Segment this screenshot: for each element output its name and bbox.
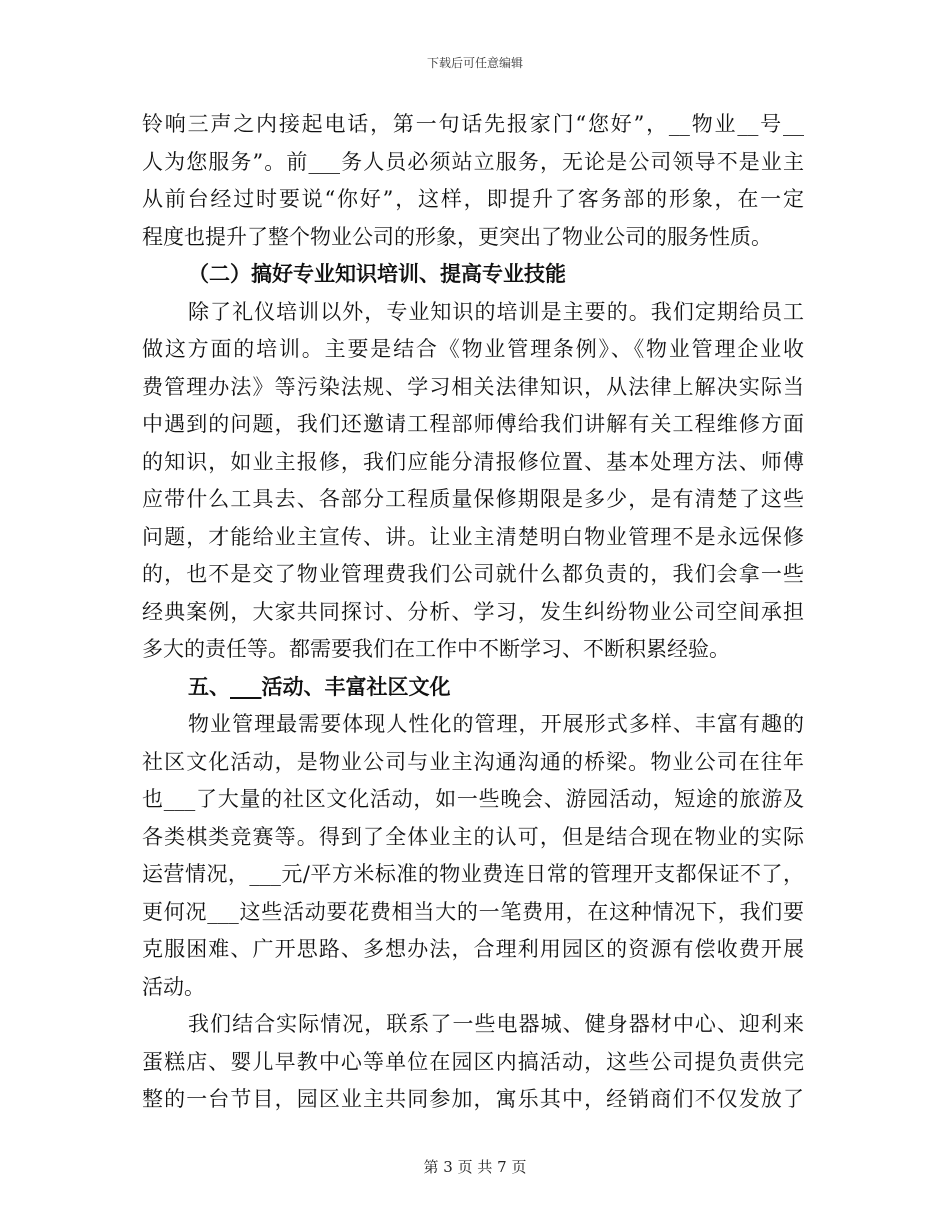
text-line: 人为您服务”。前___务人员必须站立服务，无论是公司领导不是业主: [142, 149, 804, 174]
text-line: 应带什么工具去、各部分工程质量保修期限是多少，是有清楚了这些: [142, 487, 804, 511]
text-line: 我们结合实际情况，联系了一些电器城、健身器材中心、迎利来: [188, 1012, 804, 1036]
page-header: 下载后可任意编辑: [426, 56, 523, 70]
text-line: 的，也不是交了物业管理费我们公司就什么都负责的，我们会拿一些: [142, 562, 804, 586]
text-line: 程度也提升了整个物业公司的形象，更突出了物业公司的服务性质。: [142, 224, 772, 249]
text-line: 物业管理最需要体现人性化的管理，开展形式多样、丰富有趣的: [188, 712, 804, 736]
section-heading: （二）搞好专业知识培训、提高专业技能: [188, 262, 566, 286]
text-line: 各类棋类竞赛等。得到了全体业主的认可，但是结合现在物业的实际: [142, 824, 804, 849]
text-line: 做这方面的培训。主要是结合《物业管理条例》、《物业管理企业收: [142, 337, 804, 361]
text-line: 整的一台节目，园区业主共同参加，寓乐其中，经销商们不仅发放了: [142, 1087, 804, 1111]
text-line: 铃响三声之内接起电话，第一句话先报家门“您好”，__物业__号__: [142, 112, 804, 136]
text-line: 活动。: [142, 974, 205, 999]
text-line: 经典案例，大家共同探讨、分析、学习，发生纠纷物业公司空间承担: [142, 599, 804, 624]
text-line: 问题，才能给业主宣传、讲。让业主清楚明白物业管理不是永远保修: [142, 524, 804, 549]
document-body: [142, 106, 804, 1119]
page-footer: 第 3 页 共 7 页: [423, 1158, 527, 1176]
text-line: 的知识，如业主报修，我们应能分清报修位置、基本处理方法、师傅: [142, 449, 804, 474]
text-line: 克服困难、广开思路、多想办法，合理利用园区的资源有偿收费开展: [142, 937, 804, 961]
text-line: 更何况___这些活动要花费相当大的一笔费用，在这种情况下，我们要: [142, 899, 804, 924]
text-line: 中遇到的问题，我们还邀请工程部师傅给我们讲解有关工程维修方面: [142, 412, 804, 436]
text-line: 多大的责任等。都需要我们在工作中不断学习、不断积累经验。: [142, 637, 730, 661]
text-line: 运营情况，___元/平方米标准的物业费连日常的管理开支都保证不了，: [142, 862, 804, 886]
text-line: 从前台经过时要说“你好”，这样，即提升了客务部的形象，在一定: [142, 187, 804, 211]
text-line: 除了礼仪培训以外，专业知识的培训是主要的。我们定期给员工: [188, 299, 804, 324]
section-heading: 五、___活动、丰富社区文化: [188, 674, 451, 699]
text-line: 也___了大量的社区文化活动，如一些晚会、游园活动，短途的旅游及: [142, 787, 804, 811]
text-line: 费管理办法》等污染法规、学习相关法律知识，从法律上解决实际当: [142, 374, 804, 399]
text-line: 蛋糕店、婴儿早教中心等单位在园区内搞活动，这些公司提负责供完: [142, 1049, 804, 1074]
text-line: 社区文化活动，是物业公司与业主沟通沟通的桥梁。物业公司在往年: [142, 749, 804, 774]
